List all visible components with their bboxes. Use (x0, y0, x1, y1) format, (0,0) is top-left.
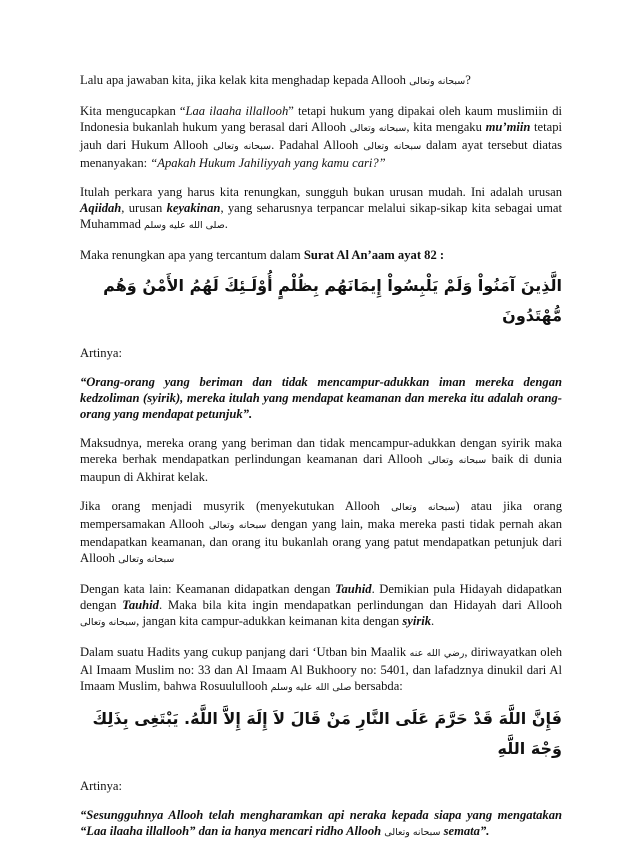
translation-hadith: “Sesungguhnya Allooh telah mengharamkan api neraka kepada siapa yang mengatakan “Laa ilaaha illallooh” dan ia hanya mencari ridho Allooh سبحانه وتعالى semata”. (80, 808, 562, 838)
paragraph-meaning: Maksudnya, mereka orang yang beriman dan tidak mencampur-adukkan dengan syirik maka mereka berhak mendapatkan perlindungan keamanan dari Allooh سبحانه وتعالى baik di dunia maupun di Akhirat kelak. (80, 436, 562, 484)
paragraph-musyrik: Jika orang menjadi musyrik (menyekutukan Allooh سبحانه وتعالى) atau jika orang mempersamakan Allooh سبحانه وتعالى dengan yang lain, maka mereka pasti tidak pernah akan mendapatkan keamanan, dan orang itu bukanlah orang yang patut mendapatkan petunjuk dari Allooh سبحانه وتعالى (80, 499, 562, 565)
arabic-honorific: سبحانه وتعالى (208, 520, 267, 531)
arabic-honorific: سبحانه وتعالى (409, 76, 466, 87)
paragraph-surat: Maka renungkan apa yang tercantum dalam Surat Al An’aam ayat 82 : (80, 248, 445, 262)
paragraph-question: Lalu apa jawaban kita, jika kelak kita menghadap kepada Allooh سبحانه وتعالى? (80, 73, 471, 87)
arabic-honorific: سبحانه وتعالى (427, 455, 487, 466)
translation-verse: “Orang-orang yang beriman dan tidak mencampur-adukkan iman mereka dengan kedzoliman (syirik), mereka itulah yang mendapat keamanan dan mereka itu adalah orang-orang yang mendapat petunjuk”. (80, 375, 562, 421)
arabic-honorific: سبحانه وتعالى (363, 141, 422, 152)
paragraph-aqiidah: Itulah perkara yang harus kita renungkan, sungguh bukan urusan mudah. Ini adalah urusan Aqiidah, urusan keyakinan, yang seharusnya terpancar melalui sikap-sikap kita sebagai umat Muhammad صلى الله عليه وسلم. (80, 185, 562, 231)
arabic-honorific: سبحانه وتعالى (118, 554, 175, 565)
paragraph-hadits: Dalam suatu Hadits yang cukup panjang dari ‘Utban bin Maalik رضي الله عنه, diriwayatkan oleh Al Imaam Muslim no: 33 dan Al Imaam Al Bukhoory no: 5401, dan lafadznya dinukil dari Al Imaam Muslim, bahwa Rosuulullooh صلى الله عليه وسلم bersabda: (80, 645, 562, 693)
artinya-label: Artinya: (80, 346, 122, 360)
arabic-verse-anaam-82: الَّذِينَ آمَنُواْ وَلَمْ يَلْبِسُواْ إِيمَانَهُم بِظُلْمٍ أُوْلَـئِكَ لَهُمُ الأَمْنُ وَهُم مُّهْتَدُونَ (103, 276, 562, 325)
arabic-honorific: سبحانه وتعالى (391, 502, 456, 513)
arabic-salawat: صلى الله عليه وسلم (270, 682, 352, 693)
arabic-honorific: سبحانه وتعالى (384, 827, 441, 838)
arabic-hadith: فَإِنَّ اللَّهَ قَدْ حَرَّمَ عَلَى النَّارِ مَنْ قَالَ لاَ إِلَهَ إِلاَّ اللَّهُ. يَبْتَغِى بِذَلِكَ وَجْهَ اللَّهِ (92, 709, 562, 758)
arabic-salawat: صلى الله عليه وسلم (144, 220, 225, 231)
arabic-radhiyallahu: رضي الله عنه (409, 648, 465, 659)
arabic-honorific: سبحانه وتعالى (213, 141, 272, 152)
paragraph-tauhid: Dengan kata lain: Keamanan didapatkan dengan Tauhid. Demikian pula Hidayah didapatkan dengan Tauhid. Maka bila kita ingin mendapatkan perlindungan dan Hidayah dari Allooh سبحانه وتعالى, jangan kita campur-adukkan keimanan kita dengan syirik. (80, 582, 562, 628)
arabic-honorific: سبحانه وتعالى (349, 123, 407, 134)
artinya-label: Artinya: (80, 779, 122, 793)
paragraph-law: Kita mengucapkan “Laa ilaaha illallooh” tetapi hukum yang dipakai oleh kaum muslimiin di Indonesia bukanlah hukum yang berasal dari Allooh سبحانه وتعالى, kita mengaku mu’miin tetapi jauh dari Hukum Allooh سبحانه وتعالى. Padahal Allooh سبحانه وتعالى dalam ayat tersebut diatas menanyakan: “Apakah Hukum Jahiliyyah yang kamu cari?” (80, 104, 563, 170)
arabic-honorific: سبحانه وتعالى (80, 617, 137, 628)
